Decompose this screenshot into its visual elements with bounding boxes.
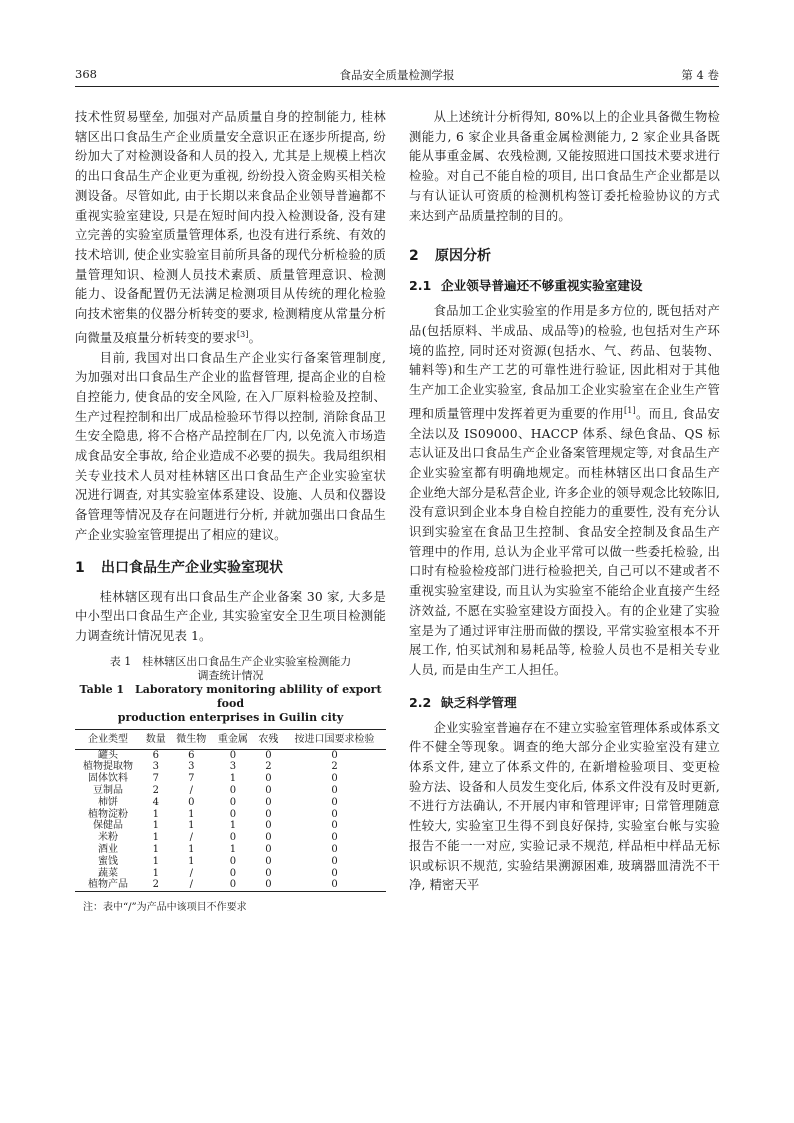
- table-cell: 酒业: [98, 844, 119, 856]
- table-cell: 2: [331, 761, 338, 773]
- table-cell: 0: [229, 808, 237, 820]
- table-cell: 4: [152, 796, 159, 808]
- table-cell: 0: [331, 785, 338, 797]
- volume-label: 第 4 卷: [681, 68, 719, 82]
- table-cell: 植物提取物: [83, 761, 134, 773]
- citation: [3]: [236, 329, 249, 339]
- table-cell: 0: [265, 749, 272, 761]
- table-header-cell: 企业类型: [75, 729, 141, 749]
- table-cell: 0: [331, 808, 338, 820]
- table-cell: 0: [254, 879, 283, 891]
- paragraph: 从上述统计分析得知, 80%以上的企业具备微生物检测能力, 6 家企业具备重金属检测能力, 2 家企业具备既能从事重金属、农残检测, 又能按照进口国技术要求进行检验。对自己不能自检的项目, 出口食品生产企业都是以与有认证认可资质的检测机构签订委托检验协议的方式来达到产品质量控制的目的。: [409, 110, 720, 223]
- table-cell: 0: [331, 832, 338, 844]
- table-row: [75, 844, 386, 856]
- table-cell: 0: [265, 808, 272, 820]
- paragraph: 技术性贸易壁垒, 加强对产品质量自身的控制能力, 桂林辖区出口食品生产企业质量安全意识正在逐步所提高, 纷纷加大了对检测设备和人员的投入, 尤其是上规模上档次的出口食品生产企业更为重视, 纷纷投入资金购买相关检测设备。尽管如此, 由于长期以来食品企业领导普遍都不重视实验室建设, 只是在短时间内投入检测设备, 没有建立完善的实验室质量管理体系, 也没有进行系统、有效的技术培训, 使企业实验室目前所具备的现代分析检验的质量管理知识、检测人员技术素质、质量管理意识、检测能力、设备配置仍无法满足检测项目从传统的理化检验向技术密集的仪器分析转变的要求, 检测精度从常量分析向微量及痕量分析转变的要求[3]。: [75, 110, 386, 345]
- table-cell: /: [189, 832, 193, 844]
- table-row: [75, 868, 386, 880]
- table-cell: 0: [188, 796, 195, 808]
- table-cell: 0: [331, 749, 338, 761]
- citation: [1]: [623, 405, 636, 415]
- table-cell: 1: [152, 808, 159, 820]
- table-cell: 植物产品: [75, 879, 141, 891]
- table-cell: 豆制品: [93, 785, 124, 797]
- table-cell: 1: [188, 855, 195, 867]
- table-row: [75, 809, 386, 821]
- table-cell: 0: [265, 796, 272, 808]
- left-column: [75, 108, 386, 913]
- table-cell: 0: [331, 844, 338, 856]
- table-cell: 1: [152, 855, 159, 867]
- table-header-cell: 微生物: [170, 729, 212, 749]
- paragraph: 食品加工企业实验室的作用是多方位的, 既包括对产品(包括原料、半成品、成品等)的检验, 也包括对生产环境的监控, 同时还对资源(包括水、气、药品、包装物、辅料等)和生产工艺的可靠性进行验证, 因此相对于其他生产加工企业实验室, 食品加工企业实验室在企业生产管理和质量管理中发挥着更为重要的作用[1]。而且, 食品安全法以及 IS09000、HACCP 体系、绿色食品、QS 标志认证及出口食品生产企业备案管理规定等, 对食品生产企业实验室都有明确地规定。而桂林辖区出口食品生产企业绝大部分是私营企业, 许多企业的领导观念比较陈旧, 没有意识到企业本身自检自控能力的重要性, 没有充分认识到实验室在食品卫生控制、食品安全控制及食品生产管理中的作用, 总认为企业平常可以做一些委托检验, 出口时有检验检疫部门进行检验把关, 自己可以不建或者不重视实验室建设, 而且认为实验室不能给企业直接产生经济效益, 不愿在实验室建设方面投入。有的企业建了实验室是为了通过评审注册而做的摆设, 平常实验室根本不开展工作, 怕买试剂和易耗品等, 检验人员也不是相关专业人员, 而是由生产工人担任。: [409, 304, 720, 677]
- table-cell: 保健品: [93, 820, 124, 832]
- table-note: 注：表中“/”为产品中该项目不作要求: [83, 902, 247, 914]
- table-cell: 1: [152, 844, 159, 856]
- table-cell: 0: [229, 832, 237, 844]
- table-cell: 0: [229, 749, 237, 761]
- table-row: [75, 749, 386, 761]
- journal-title: 食品安全质量检测学报: [339, 68, 455, 82]
- table-cell: 固体饮料: [88, 773, 129, 785]
- table-cell: /: [170, 879, 212, 891]
- table-row: [75, 820, 386, 832]
- table-cell: 0: [265, 820, 272, 832]
- table-cell: 1: [229, 773, 237, 785]
- table-header-cell: 按进口国要求检验: [283, 729, 386, 749]
- table-cell: 3: [188, 761, 195, 773]
- paragraph: 企业实验室普遍存在不建立实验室管理体系或体系文件不健全等现象。调查的绝大部分企业实验室没有建立体系文件, 建立了体系文件的, 在新增检验项目、变更检验方法、设备和人员发生变化后, 体系文件没有及时更新, 不进行方法确认, 不开展内审和管理评审; 日常管理随意性较大, 实验室卫生得不到良好保持, 实验室台帐与实验报告不能一一对应, 实验记录不规范, 样品柜中样品无标识或标识不规范, 实验结果溯源困难, 玻璃器皿清洗不干净, 精密天平: [409, 720, 720, 893]
- right-column: [409, 108, 720, 896]
- table-cell: 0: [265, 844, 272, 856]
- table-cell: 柿饼: [98, 796, 119, 808]
- table-cell: 1: [152, 832, 159, 844]
- section-heading: 2 原因分析: [409, 248, 491, 265]
- table-cell: 0: [229, 796, 237, 808]
- table-cell: 米粉: [98, 832, 119, 844]
- table-row: [75, 856, 386, 868]
- table-cell: 0: [212, 879, 254, 891]
- table-row: [75, 761, 386, 773]
- table-cell: 1: [152, 867, 159, 879]
- table-cell: /: [189, 785, 193, 797]
- table-cell: 0: [229, 785, 237, 797]
- table-cell: 0: [265, 785, 272, 797]
- table-row: [75, 832, 386, 844]
- paragraph: 目前, 我国对出口食品生产企业实行备案管理制度, 为加强对出口食品生产企业的监督管理, 提高企业的自检自控能力, 使食品的安全风险, 在入厂原料检验及控制、生产过程控制和出厂成品检验环节得以控制, 消除食品卫生安全隐患, 将不合格产品控制在厂内, 以免流入市场造成食品安全事故, 给企业造成不必要的损失。我局组织相关专业技术人员对桂林辖区出口食品生产企业实验室状况进行调查, 对其实验室体系建设、设施、人员和仪器设备管理等情况及存在问题进行分析, 并就加强出口食品生产企业实验室管理提出了相应的建议。: [75, 350, 386, 542]
- table-header-cell: 农残: [254, 729, 283, 749]
- table-cell: 1: [229, 844, 237, 856]
- table-cell: 1: [188, 808, 195, 820]
- table-cell: 2: [265, 761, 272, 773]
- table-cell: 0: [331, 855, 338, 867]
- table-row: [75, 879, 386, 891]
- table-cell: 0: [229, 867, 237, 879]
- table-cell: 7: [188, 773, 195, 785]
- table-header-cell: 数量: [141, 729, 170, 749]
- table-cell: 0: [265, 832, 272, 844]
- table-cell: 蔬菜: [98, 867, 119, 879]
- section-heading: 1 出口食品生产企业实验室现状: [75, 559, 283, 576]
- table-cell: 1: [152, 820, 159, 832]
- table-cell: 3: [152, 761, 159, 773]
- table-cell: 6: [152, 749, 159, 761]
- subsection-heading: 2.1 企业领导普遍还不够重视实验室建设: [409, 278, 643, 294]
- table-caption: 表 1 桂林辖区出口食品生产企业实验室检测能力 调查统计情况: [109, 654, 352, 682]
- table-row: [75, 773, 386, 785]
- table-cell: 0: [229, 855, 237, 867]
- table-row: [75, 797, 386, 809]
- table-cell: 0: [331, 867, 338, 879]
- table-cell: 1: [188, 820, 195, 832]
- table-cell: /: [189, 867, 193, 879]
- page-header: [75, 67, 719, 85]
- table-cell: 0: [265, 867, 272, 879]
- table-cell: 罐头: [98, 749, 119, 761]
- table-row: [75, 785, 386, 797]
- table-cell: 2: [152, 785, 159, 797]
- table-caption-en: Table 1 Laboratory monitoring ablility of export food production enterprises in Guilin city: [79, 682, 382, 724]
- table-cell: 2: [141, 879, 170, 891]
- subsection-heading: 2.2 缺乏科学管理: [409, 694, 517, 710]
- table-cell: 0: [331, 796, 338, 808]
- table-header-cell: 重金属: [212, 729, 254, 749]
- page-number: 368: [75, 67, 97, 81]
- table-cell: 0: [265, 855, 272, 867]
- table-cell: 0: [283, 879, 386, 891]
- table-cell: 1: [188, 844, 195, 856]
- data-table: [75, 729, 386, 893]
- table-cell: 1: [229, 820, 237, 832]
- table-cell: 0: [265, 773, 272, 785]
- table-cell: 6: [188, 749, 195, 761]
- paragraph: 桂林辖区现有出口食品生产企业备案 30 家, 大多是中小型出口食品生产企业, 其实验室安全卫生项目检测能力调查统计情况见表 1。: [75, 589, 386, 643]
- header-rule: [75, 86, 719, 87]
- table-cell: 3: [229, 761, 237, 773]
- table-cell: 植物淀粉: [88, 808, 129, 820]
- table-cell: 0: [331, 820, 338, 832]
- table-cell: 蜜饯: [98, 855, 119, 867]
- table-cell: 7: [152, 773, 159, 785]
- table-cell: 0: [331, 773, 338, 785]
